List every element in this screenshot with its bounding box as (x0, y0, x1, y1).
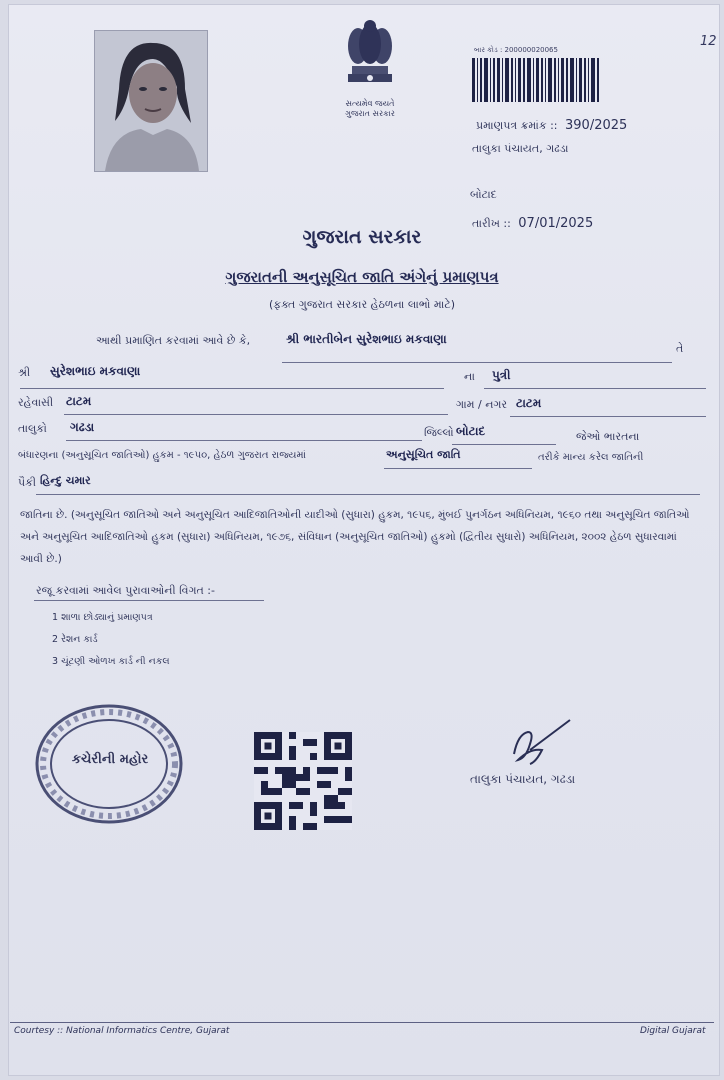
certificate-subtitle: (ફક્ત ગુજરાત સરકાર હેઠળના લાભો માટે) (268, 298, 456, 311)
proofs-heading: રજૂ કરવામાં આવેલ પુરાવાઓની વિગત :- (36, 584, 215, 597)
legal-paragraph: જાતિના છે. (અનુસૂચિત જાતિઓ અને અનુસૂચિત આદિજાતિઓની યાદીઓ (સુધારા) હુકમ, ૧૯૫૬, મુંબઈ પુનર્ગઠન અધિનિયમ, ૧૯૬૦ તથા અનુસૂચિત જાતિઓ અને અનુસૂચિત આદિજાતિઓ હુકમ (સુધારા) અધિનિયમ, ૧૯૭૬, સંવિધાન (અનુસૂચિત જાતિઓ) હુકમો (દ્વિતીય સુધારો) અધિનિયમ, ૨૦૦૨ હેઠળ સુધારવામાં આવી છે.) (20, 509, 690, 565)
taluka-label: તાલુકો (18, 422, 47, 435)
taluka-value: ગઢડા (70, 420, 95, 434)
emblem-caption-2: ગુજરાત સરકાર (345, 109, 395, 118)
category-value: અનુસૂચિત જાતિ (386, 448, 461, 461)
barcode (470, 58, 600, 102)
certificate-number (476, 118, 627, 133)
underline-father (20, 388, 444, 389)
seal-text: કચેરીની મહોર (71, 752, 149, 767)
national-emblem-logo (334, 16, 406, 116)
recognized-text: તરીકે માન્ય કરેલ જાતિની (538, 452, 644, 463)
page-number: 12 (700, 34, 717, 49)
underline-name (282, 362, 672, 363)
proof-item: 2 રેશન કાર્ડ (52, 634, 98, 645)
caste-value: હિન્દુ ચમાર (40, 474, 91, 487)
village-value: ટાટમ (516, 396, 542, 410)
resident-label: રહેવાસી (18, 396, 54, 409)
underline-taluka (66, 440, 422, 441)
office-seal-stamp (34, 702, 184, 826)
district-label: જિલ્લો (424, 426, 454, 439)
na-label: ના (464, 370, 475, 383)
certificate-title (0, 268, 724, 286)
village-label: ગામ / નગર (456, 398, 508, 411)
relation: પુત્રી (492, 368, 511, 382)
certificate-title-text: ગુજરાતની અનુસૂચિત જાતિ અંગેનું પ્રમાણપત્ર (225, 268, 499, 286)
date-label: તારીખ :: (472, 217, 511, 230)
date-value: 07/01/2025 (518, 216, 594, 231)
caste-prefix: પૈકી (18, 476, 37, 489)
footer-brand: Digital Gujarat (640, 1026, 706, 1036)
resident-value: ટાટમ (66, 394, 92, 408)
belongs-text: જેઓ ભારતના (576, 430, 640, 443)
proof-item: 3 ચૂંટણી ઓળખ કાર્ડ ની નકલ (52, 656, 170, 667)
order-text: બંધારણના (અનુસૂચિત જાતિઓ) હુકમ - ૧૯૫૦, હેઠળ ગુજરાત રાજ્યમાં (18, 450, 306, 461)
underline-resident (64, 414, 448, 415)
qr-code (254, 732, 352, 830)
signatory-office: તાલુકા પંચાયત, ગઢડા (470, 772, 576, 786)
shri-label: શ્રી (18, 366, 31, 379)
underline-proofs (34, 600, 264, 601)
underline-category (384, 468, 532, 469)
father-name: સુરેશભાઇ મકવાણા (50, 364, 141, 378)
applicant-name: શ્રી ભારતીબેન સુરેશભાઇ મકવાણા (286, 332, 447, 346)
cert-no-value: 390/2025 (565, 118, 628, 133)
issuing-office: તાલુકા પંચાયત, ગઢડા (472, 142, 569, 155)
government-title: ગુજરાત સરકાર (302, 226, 422, 248)
applicant-photo (94, 30, 208, 172)
underline-relation (484, 388, 706, 389)
emblem-caption-1: સત્યમેવ જયતે (345, 99, 395, 108)
signature (500, 714, 580, 774)
place-label: બોટાદ (470, 188, 497, 201)
underline-caste (36, 494, 700, 495)
underline-village (510, 416, 706, 417)
cert-no-label: પ્રમાણપત્ર ક્રમાંક :: (476, 119, 558, 132)
barcode-number: બાર કોડ : 200000020065 (474, 46, 558, 54)
proof-item: 1 શાળા છોડ્યાનું પ્રમાણપત્ર (52, 612, 153, 623)
certify-prefix: આથી પ્રમાણિત કરવામાં આવે છે કે, (96, 334, 251, 347)
footer-divider (10, 1022, 714, 1023)
footer-courtesy: Courtesy :: National Informatics Centre, Gujarat (14, 1026, 230, 1036)
suffix-e: તે (676, 342, 684, 355)
district-value: બોટાદ (456, 424, 486, 438)
underline-district (452, 444, 556, 445)
